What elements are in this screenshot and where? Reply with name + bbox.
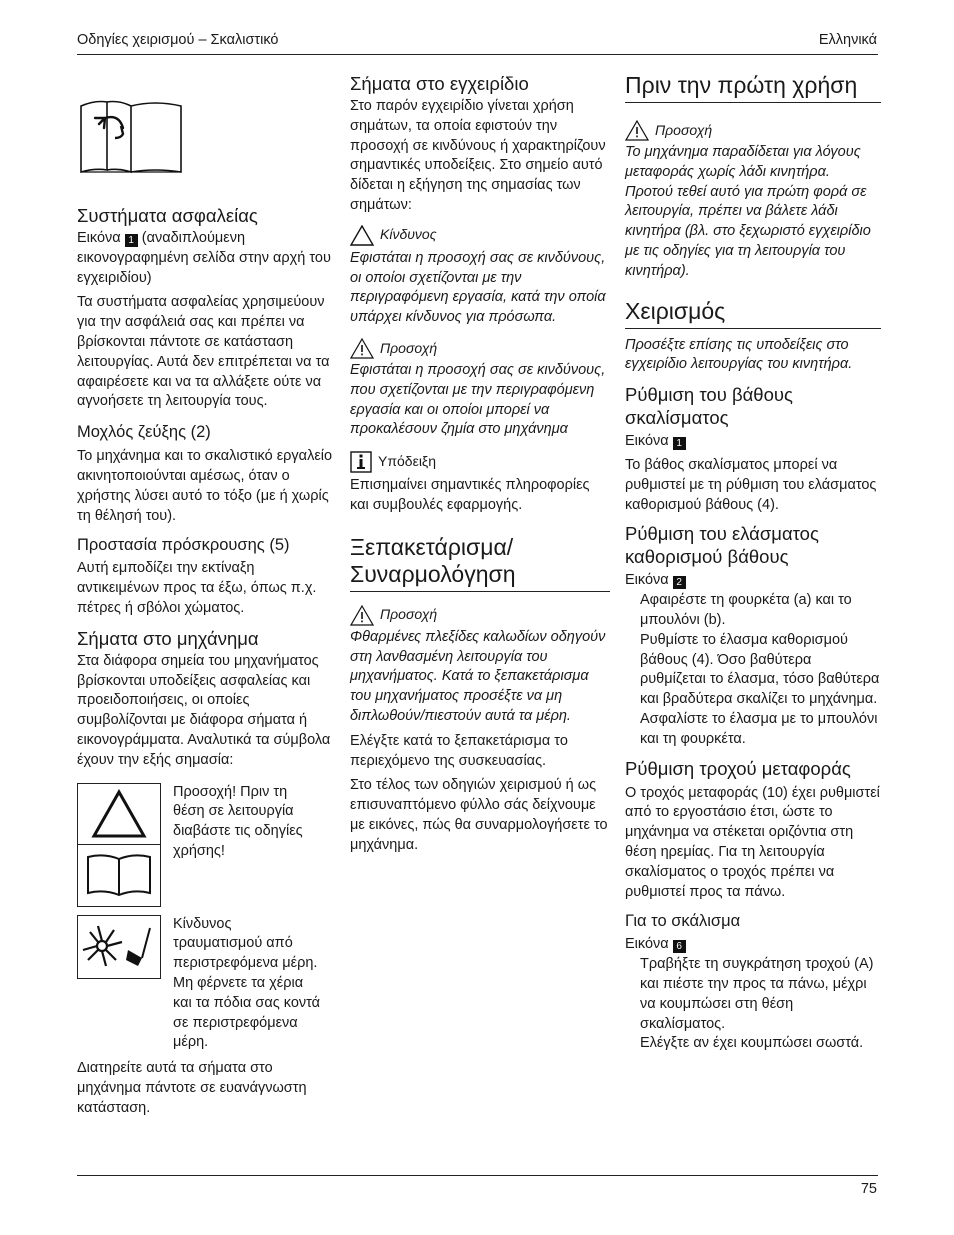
lever-body: Το μηχάνημα και το σκαλιστικό εργαλείο ακινητοποιούνται αμέσως, όταν ο χρήστης λύσει αυτό το τόξο (με ή χωρίς τη θέλησή του).	[77, 448, 333, 524]
caution-triangle-icon	[625, 120, 649, 141]
caution-triangle-icon	[350, 605, 374, 626]
figure-label: Εικόνα	[625, 936, 669, 953]
wheel-heading: Ρύθμιση τροχού μεταφοράς	[625, 757, 851, 779]
plate-steps	[625, 591, 881, 749]
unpack-heading: Ξεπακετάρισμα/ Συναρμολόγηση	[350, 534, 610, 592]
note-body: Επισημαίνει σημαντικές πληροφορίες και συμβουλές εφαρμογής.	[350, 477, 590, 513]
safety-heading: Συστήματα ασφαλείας	[77, 205, 258, 226]
first-use-label-text: Προσοχή	[655, 121, 713, 138]
first-use-p1: Το μηχάνημα παραδίδεται για λόγους μεταφοράς χωρίς λάδι κινητήρα.	[625, 144, 861, 180]
wheel-body: Ο τροχός μεταφοράς (10) έχει ρυθμιστεί από το εργοστάσιο έτσι, ώστε το μηχάνημα να στέκεται οριζόντια στη θέση ηρεμίας. Για τη λειτουργία σκαλίσματος ο τροχός πρέπει να ρυθμιστεί προς τα πάνω.	[625, 784, 880, 900]
sign2-text: Κίνδυνος τραυματισμού από περιστρεφόμενα μέρη. Μη φέρνετε τα χέρια και τα πόδια σας κοντά σε περιστρεφόμενα μέρη.	[173, 915, 321, 1051]
plate-figure-ref	[625, 571, 881, 591]
figure-number: 2	[673, 576, 686, 589]
sign-stack	[77, 783, 161, 907]
step-text: ).	[716, 611, 726, 628]
tilling-step-1	[640, 955, 881, 1034]
sign-read-manual	[77, 783, 333, 907]
plate-step-2: Ρυθμίστε το έλασμα καθορισμού βάθους (4). Όσο βαθύτερα ρυθμίζεται το έλασμα, τόσο βαθύτερα και βραδύτερα σκαλίζει το μηχάνημα.	[640, 631, 880, 708]
danger-label-text: Κίνδυνος	[380, 226, 437, 243]
unpack-p2: Στο τέλος των οδηγιών χειρισμού ή ως επισυναπτόμενο φύλλο σάς δείχνουμε με εικόνες, πώς θα συναρμολογήσετε το μηχάνημα.	[350, 777, 608, 853]
figure-label: Εικόνα	[625, 572, 669, 589]
step-text: ) και το μπουλόνι (	[640, 592, 852, 628]
tilling-step-2: Ελέγξτε αν έχει κουμπώσει σωστά.	[640, 1035, 864, 1052]
guard-heading: Προστασία πρόσκρουσης (5)	[77, 536, 290, 555]
unpack-caution-label	[350, 605, 610, 626]
step-text: ) και πιέστε την προς τα πάνω, μέχρι να κουμπώσει στη θέση σκαλίσματος.	[640, 956, 874, 1032]
manual-signs-heading: Σήματα στο εγχειρίδιο	[350, 73, 529, 94]
caution-label	[350, 338, 610, 359]
page-number: 75	[860, 1181, 877, 1197]
column-2	[350, 72, 610, 856]
danger-body: Εφιστάται η προσοχή σας σε κινδύνους, οι οποίοι σχετίζονται με την περιγραφόμενη εργασία, κατά την οποία υπάρχει κίνδυνος για πρόσωπα.	[350, 249, 606, 326]
column-1	[77, 72, 333, 1119]
label-a: a	[798, 592, 807, 609]
plate-step-3: Ασφαλίστε το έλασμα με το μπουλόνι και τη φουρκέτα.	[640, 710, 878, 747]
manual-signs-body: Στο παρόν εγχειρίδιο γίνεται χρήση σημάτων, τα οποία εφιστούν την προσοχή σε κινδύνους ή χαρακτηρίζουν σημαντικές υποδείξεις. Στο σημείο αυτό δίδεται η εξήγηση της σημασίας των σημάτων:	[350, 98, 606, 213]
machine-signs-heading: Σήματα στο μηχάνημα	[77, 627, 259, 649]
danger-triangle-icon	[350, 225, 374, 246]
warning-triangle-icon	[77, 783, 161, 845]
note-label	[350, 451, 610, 473]
caution-label-text: Προσοχή	[380, 339, 438, 356]
plate-heading: Ρύθμιση του ελάσματος καθορισμού βάθους	[625, 523, 819, 568]
figure-label: Εικόνα	[625, 433, 669, 450]
caution-triangle-icon	[350, 338, 374, 359]
figure-number: 1	[125, 234, 138, 247]
note-label-text: Υπόδειξη	[378, 453, 436, 470]
tilling-steps	[625, 955, 881, 1054]
caution-body: Εφιστάται η προσοχή σας σε κινδύνους, που σχετίζονται με την περιγραφόμενη εργασία και οι οποίοι μπορεί να προκαλέσουν ζημία στο μηχάνημα	[350, 361, 606, 438]
unpack-p1: Ελέγξτε κατά το ξεπακετάρισμα το περιεχόμενο της συσκευασίας.	[350, 732, 568, 769]
unpack-caution-text: Προσοχή	[380, 606, 438, 623]
header-rule	[77, 54, 878, 55]
figure-label: Εικόνα	[77, 230, 121, 246]
safety-figure-ref	[77, 229, 333, 288]
depth-heading: Ρύθμιση του βάθους σκαλίσματος	[625, 384, 793, 429]
operation-note: Προσέξτε επίσης τις υποδείξεις στο εγχειρίδιο λειτουργίας του κινητήρα.	[625, 336, 853, 373]
safety-body: Τα συστήματα ασφαλείας χρησιμεύουν για την ασφάλειά σας και πρέπει να βρίσκονται πάντοτε σε κατάσταση λειτουργίας. Αυτά δεν επιτρέπεται να τα αφαιρέσετε και να τα αλλάξετε ούτε να αγνοήσετε τη λειτουργία τους.	[77, 294, 330, 410]
step-text: Αφαιρέστε τη φουρκέτα (	[640, 592, 799, 609]
figure-number: 6	[673, 940, 686, 953]
tilling-figure-ref	[625, 935, 881, 955]
operation-heading: Χειρισμός	[625, 298, 881, 329]
machine-signs-body: Στα διάφορα σημεία του μηχανήματος βρίσκονται υποδείξεις ασφαλείας και προειδοποιήσεις, οι οποίες συμβολίζονται με διάφορα σήματα ή εικονογράμματα. Αναλυτικά τα σύμβολα έχουν την εξής σημασία:	[77, 652, 331, 768]
step-text: Τραβήξτε τη συγκράτηση τροχού (	[640, 956, 859, 973]
label-A: A	[859, 956, 869, 973]
footer-rule	[77, 1175, 878, 1176]
column-3	[625, 72, 881, 1054]
figure-number: 1	[673, 437, 686, 450]
book-arrow-icon	[77, 98, 333, 198]
depth-figure-ref	[625, 432, 881, 452]
first-use-caution-label	[625, 120, 881, 141]
signs-footer: Διατηρείτε αυτά τα σήματα στο μηχάνημα πάντοτε σε ευανάγνωστη κατάσταση.	[77, 1060, 307, 1116]
header-language: Ελληνικά	[818, 32, 877, 48]
sign-rotating-parts	[77, 915, 333, 1054]
depth-body: Το βάθος σκαλίσματος μπορεί να ρυθμιστεί με τη ρύθμιση του ελάσματος καθορισμού βάθους (4).	[625, 456, 877, 513]
info-icon	[350, 451, 372, 473]
first-use-p2: Προτού τεθεί αυτό για πρώτη φορά σε λειτουργία, πρέπει να βάλετε λάδι κινητήρα (βλ. στο ξεχωριστό εγχειρίδιο με τις οδηγίες για τη λειτουργία του κινητήρα).	[625, 183, 871, 279]
sign1-text: Προσοχή! Πριν τη θέση σε λειτουργία διαβάστε τις οδηγίες χρήσης!	[173, 783, 303, 859]
rotating-parts-icon	[77, 915, 161, 979]
guard-body: Αυτή εμποδίζει την εκτίναξη αντικειμένων προς τα έξω, όπως π.χ. πέτρες ή σβόλοι χώματος.	[77, 560, 317, 616]
danger-label	[350, 225, 610, 246]
first-use-heading: Πριν την πρώτη χρήση	[625, 72, 881, 103]
plate-step-1	[640, 591, 881, 631]
unpack-caution-body: Φθαρμένες πλεξίδες καλωδίων οδηγούν στη λανθασμένη λειτουργία του μηχανήματος. Κατά το ξεπακετάρισμα του μηχανήματος προσέξτε να μη διπλωθούν/πιεστούν αυτά τα μέρη.	[350, 628, 606, 724]
open-book-icon	[77, 845, 161, 907]
label-b: b	[708, 611, 717, 628]
tilling-heading: Για το σκάλισμα	[625, 912, 741, 931]
lever-heading: Μοχλός ζεύξης (2)	[77, 423, 211, 442]
figure-note: (αναδιπλούμενη εικονογραφημένη σελίδα στην αρχή του εγχειριδίου)	[77, 230, 331, 286]
header-title: Οδηγίες χειρισμού – Σκαλιστικό	[77, 32, 279, 48]
